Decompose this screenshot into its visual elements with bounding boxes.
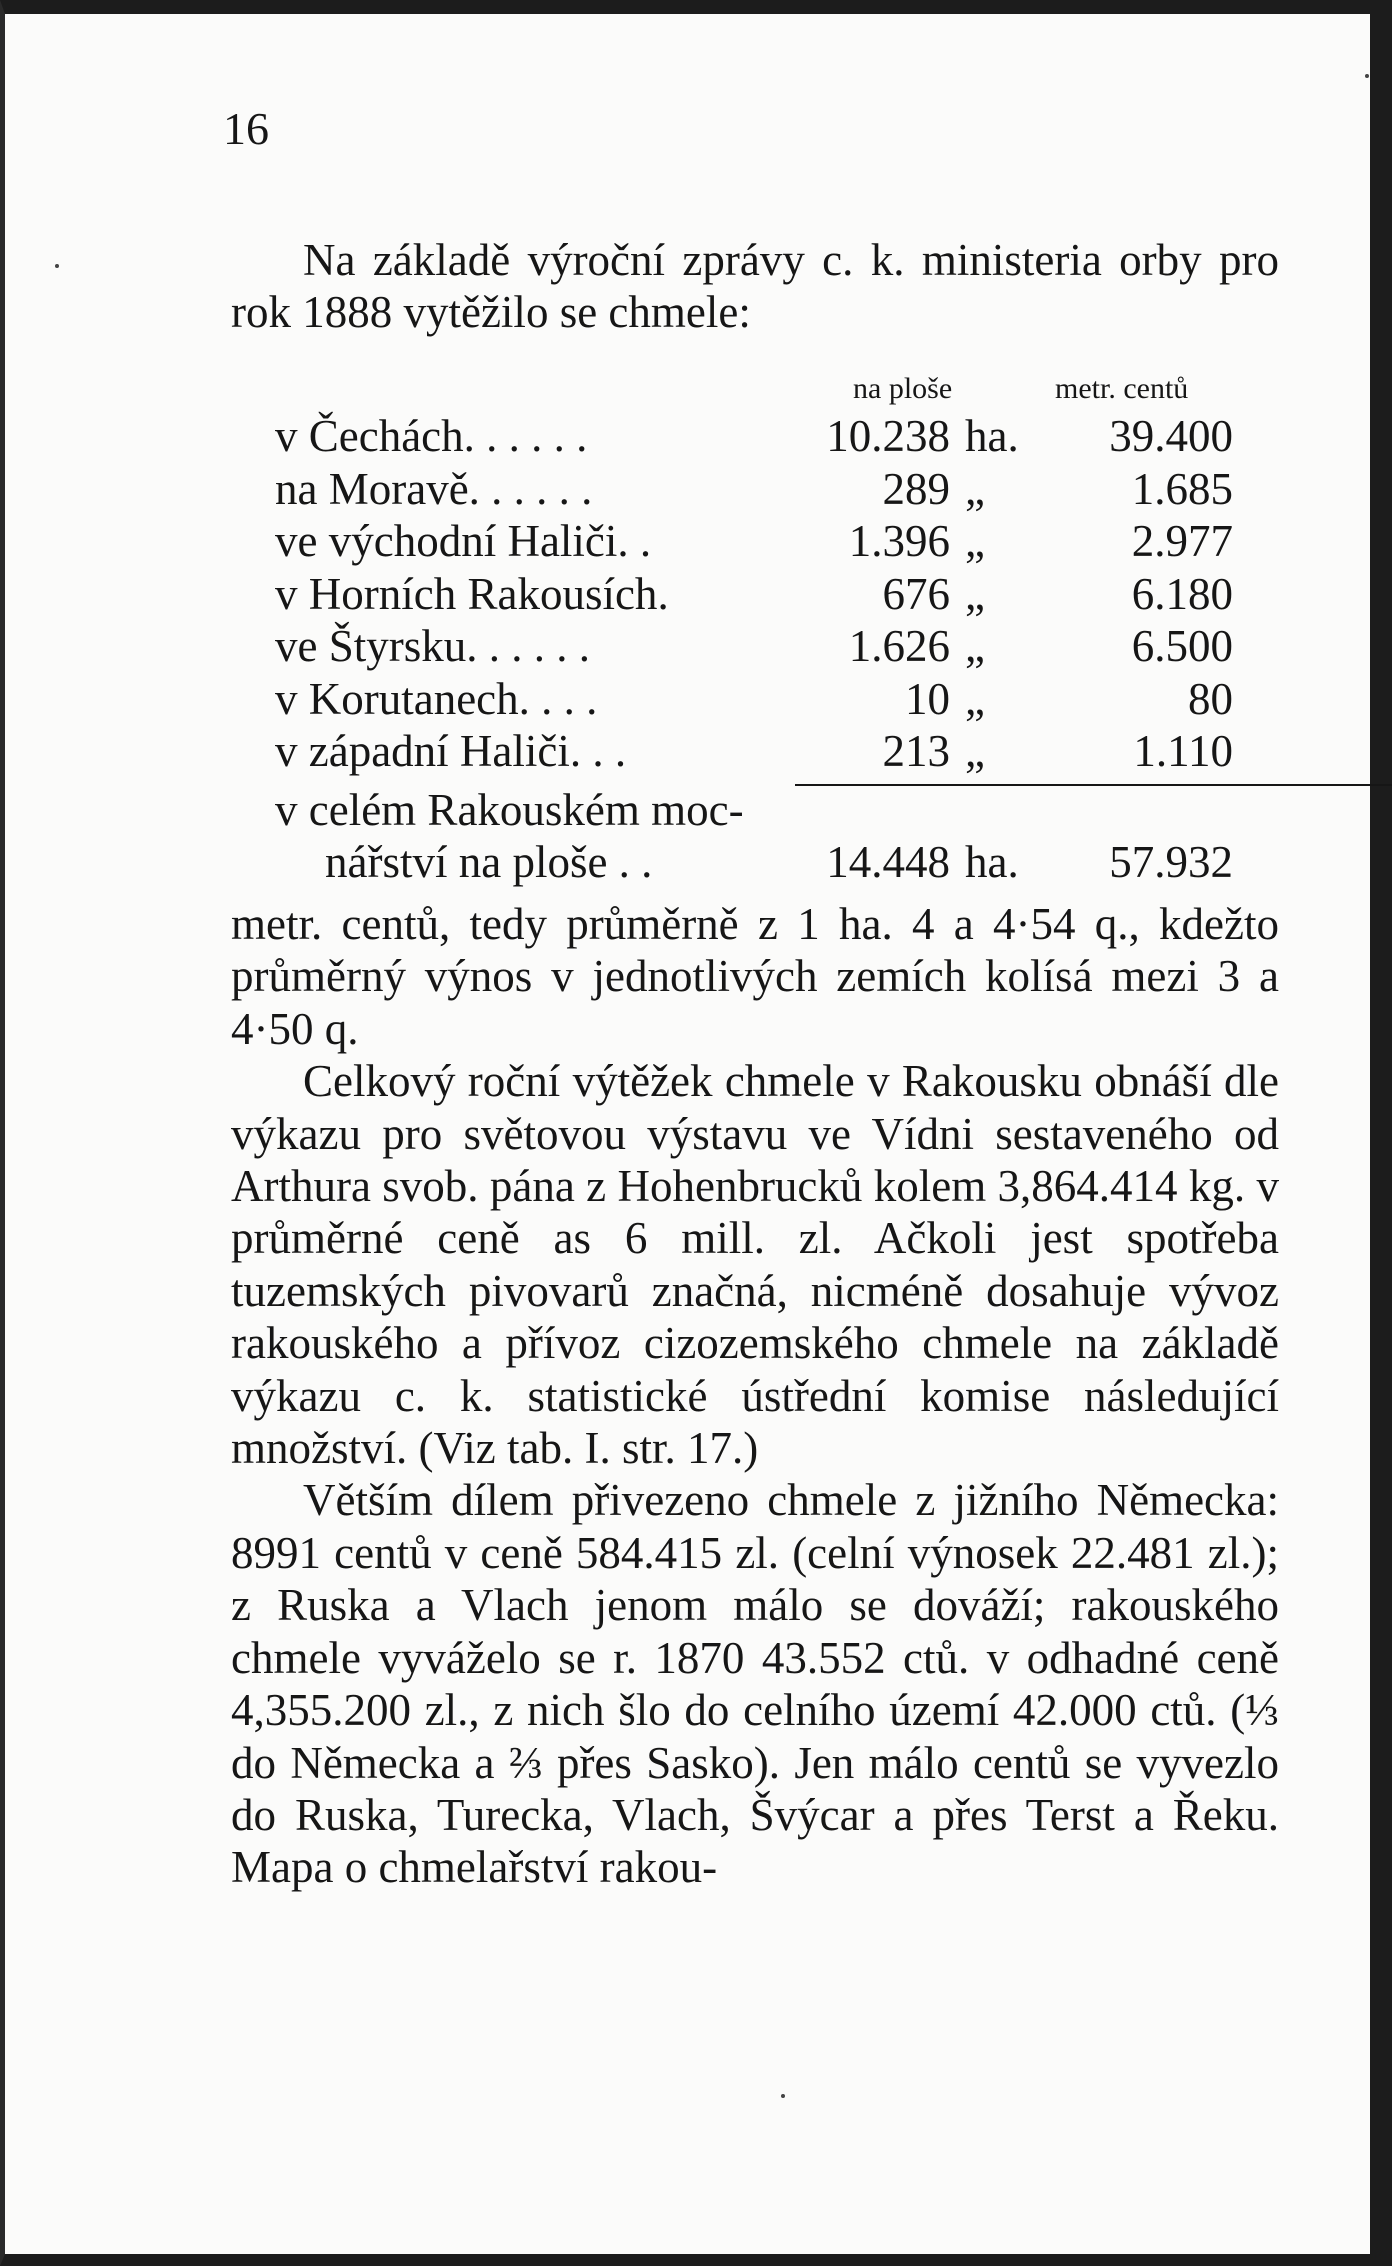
row-area: 213	[882, 726, 950, 776]
row-leader-dots: . . . . . .	[463, 411, 588, 461]
total-label-line2: nářství na ploše . .	[325, 836, 653, 887]
row-unit: „	[965, 673, 985, 724]
body-paragraph: metr. centů, tedy průměrně z 1 ha. 4 a 4·54 q., kdežto průměrný výnos v jednotlivých zemích kolísá mezi 3 a 4·50 q.	[231, 899, 1279, 1054]
total-unit: ha.	[965, 836, 1019, 887]
header-area: na ploše	[853, 372, 953, 405]
row-area: 10	[905, 673, 950, 724]
row-unit: „	[965, 621, 985, 671]
row-unit: „	[965, 463, 985, 514]
body-paragraph: Celkový roční výtěžek chmele v Rakousku obnáší dle výkazu pro světovou výstavu ve Vídni sestaveného od Arthura svob. pána z Hohenbrucků kolem 3,864.414 kg. v průměrné ceně as 6 mill. zl. Ačkoli jest spotřeba tuzemských pivovarů značná, nicméně dosahuje vývoz rakouského a přívoz cizozemského chmele na základě výkazu c. k. statistické ústřední komise následující množství. (Viz tab. I. str. 17.)	[231, 1056, 1279, 1474]
total-metr: 57.932	[1109, 836, 1233, 887]
row-metr: 2.977	[1131, 516, 1233, 566]
row-metr: 80	[1188, 673, 1233, 724]
row-metr: 6.500	[1131, 621, 1233, 671]
table-row	[275, 410, 1285, 463]
row-area: 10.238	[826, 411, 950, 461]
row-area: 1.396	[848, 516, 950, 566]
body-paragraph: Větším dílem přivezeno chmele z jižního Německa: 8991 centů v ceně 584.415 zl. (celní výnosek 22.481 zl.); z Ruska a Vlach jenom málo se dováží; rakouského chmele vyváželo se r. 1870 43.552 ctů. v odhadné ceně 4,355.200 zl., z nich šlo do celního území 42.000 ctů. (⅓ do Německa a ⅔ přes Sasko). Jen málo centů se vyvezlo do Ruska, Turecka, Vlach, Švýcar a přes Terst a Řeku. Mapa o chmelařství rakou-	[231, 1475, 1279, 1893]
paper-speck	[781, 2094, 785, 2098]
row-leader-dots: . . . . . .	[468, 463, 593, 514]
row-metr: 1.685	[1131, 463, 1233, 514]
table-rows	[275, 410, 1285, 778]
row-region: v Korutanech . . . .	[275, 673, 598, 724]
table-row	[275, 725, 1285, 778]
table-row	[275, 463, 1285, 516]
row-leader-dots: . . .	[569, 726, 627, 776]
row-region: ve Štyrsku . . . . . .	[275, 621, 590, 671]
table-total	[275, 784, 1285, 904]
row-region: v Horních Rakousích .	[275, 568, 669, 619]
row-unit: „	[965, 726, 985, 776]
row-region: ve východní Haliči . .	[275, 516, 652, 566]
row-metr: 39.400	[1109, 411, 1233, 461]
intro-block	[231, 234, 1279, 338]
row-area: 289	[882, 463, 950, 514]
row-leader-dots: . .	[617, 516, 652, 566]
row-metr: 1.110	[1133, 726, 1233, 776]
total-rule	[795, 784, 1392, 786]
header-metr: metr. centů	[1055, 372, 1189, 405]
row-unit: ha.	[965, 411, 1019, 461]
row-region: na Moravě . . . . . .	[275, 463, 593, 514]
table-row	[275, 568, 1285, 621]
row-metr: 6.180	[1131, 568, 1233, 619]
paper-speck	[55, 264, 59, 268]
row-unit: „	[965, 516, 985, 566]
table-header	[275, 354, 1285, 410]
paper-speck	[1365, 74, 1369, 78]
row-area: 676	[882, 568, 950, 619]
intro-paragraph: Na základě výroční zprávy c. k. ministeria orby pro rok 1888 vytěžilo se chmele:	[231, 235, 1279, 337]
row-region: v Čechách . . . . . .	[275, 411, 588, 461]
row-leader-dots: . . . .	[518, 673, 598, 724]
body-text	[231, 898, 1279, 1894]
row-leader-dots: . . . . . .	[466, 621, 590, 671]
row-area: 1.626	[848, 621, 950, 671]
table-row	[275, 620, 1285, 673]
total-label-line1: v celém Rakouském moc-	[275, 784, 744, 835]
row-leader-dots: .	[657, 568, 669, 619]
row-unit: „	[965, 568, 985, 619]
hop-yield-table	[275, 354, 1285, 904]
total-area: 14.448	[826, 836, 950, 887]
row-region: v západní Haliči . . .	[275, 726, 627, 776]
table-row	[275, 515, 1285, 568]
page-number: 16	[223, 103, 269, 154]
table-row	[275, 673, 1285, 726]
